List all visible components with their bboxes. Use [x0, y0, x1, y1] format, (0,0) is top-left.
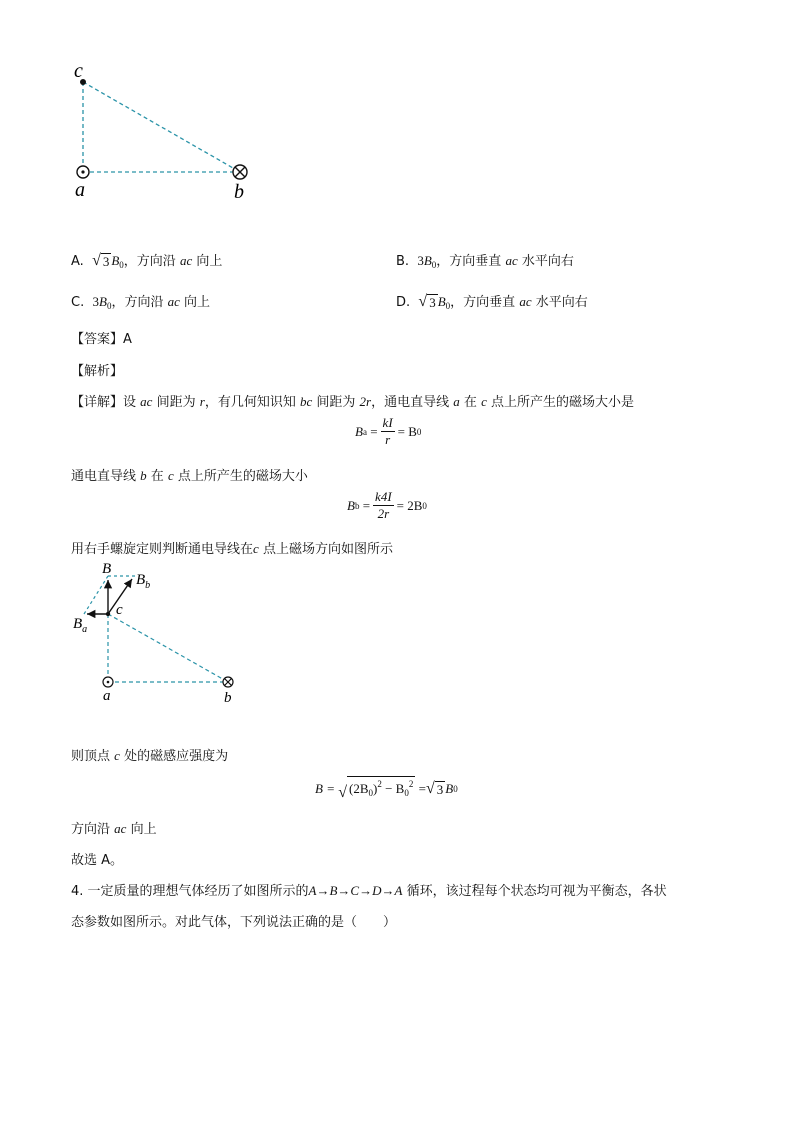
answer-line: 【答案】A: [71, 332, 132, 347]
detail-line: 【详解】设 ac 间距为 r，有几何知识知 bc 间距为 2r，通电直导线 a 在 c 点上所产生的磁场大小是: [71, 394, 634, 410]
option-c: C. $3B_0$，方向沿 ac 向上: [71, 294, 211, 311]
label-c2: c: [116, 602, 123, 618]
label-Bb: B: [136, 572, 146, 588]
option-b: B. $3B_0$，方向垂直 ac 水平向右: [396, 253, 574, 270]
line-choose: 故选 A。: [71, 853, 124, 868]
figure-vector-diagram: [68, 560, 248, 710]
label-Bb-sub: b: [145, 580, 151, 591]
wire-a-out-of-page-icon: [103, 677, 113, 687]
label-a2: a: [103, 688, 111, 704]
svg-text:Bb: [136, 572, 150, 591]
analysis-label: 【解析】: [71, 364, 124, 379]
question-4-line2: 态参数如图所示。对此气体，下列说法正确的是（ ）: [71, 915, 397, 930]
line-vertex-field: 则顶点 c 处的磁感应强度为: [71, 748, 229, 764]
label-c: c: [74, 60, 83, 82]
label-B: B: [102, 561, 112, 577]
equation-ba: B a = $\frac{kI}{r}$ = B 0: [355, 415, 422, 447]
wire-a-out-of-page-icon: [77, 166, 89, 178]
line-right-hand-rule: 用右手螺旋定则判断通电导线在c 点上磁场方向如图所示: [71, 541, 393, 557]
label-Ba: B: [73, 616, 83, 632]
label-b2: b: [224, 690, 232, 706]
equation-bb: B b = $\frac{k4I}{2r}$ = 2B 0: [347, 489, 427, 521]
label-Ba-sub: a: [82, 624, 88, 635]
figure-triangle-top: [60, 55, 270, 205]
label-b: b: [234, 181, 244, 203]
wire-b-into-page-icon: [223, 677, 233, 687]
option-d: D. √ 3 $B_0$，方向垂直 ac 水平向右: [396, 293, 588, 311]
equation-b-total: B = √ $(2B_0)^2 - B_0^2$ = √ 3 B 0: [315, 776, 458, 801]
question-4-line1: 4. 一定质量的理想气体经历了如图所示的A→B→C→D→A 循环，该过程每个状态均可视为平衡态，各状: [71, 883, 667, 899]
label-a: a: [75, 179, 85, 201]
option-a: A. √ 3 $B_0$，方向沿 ac 向上: [71, 252, 223, 270]
svg-text:Ba: [73, 616, 87, 635]
line-field-b: 通电直导线 b 在 c 点上所产生的磁场大小: [71, 468, 308, 484]
wire-b-into-page-icon: [233, 165, 247, 179]
line-direction: 方向沿 ac 向上: [71, 821, 157, 837]
